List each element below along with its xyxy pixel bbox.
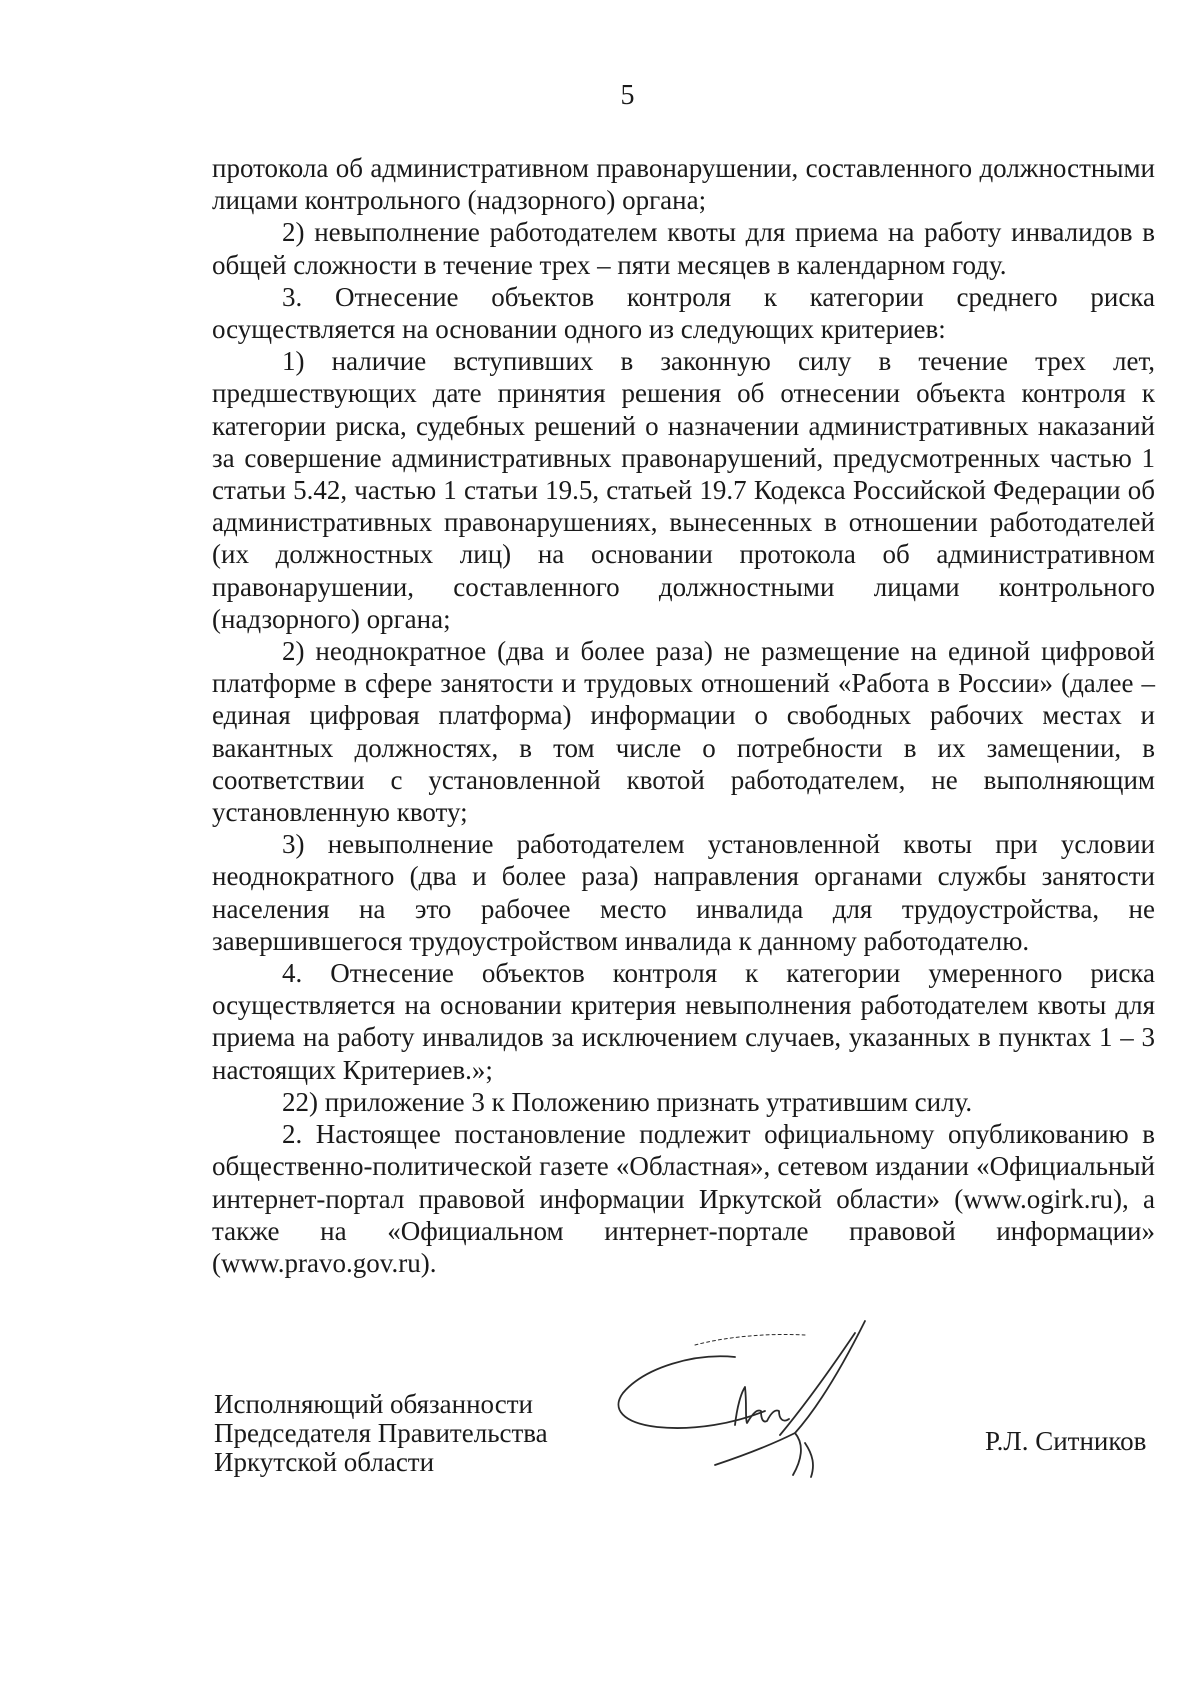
signature-stroke-flourish-2 xyxy=(795,1321,865,1433)
paragraph-6: 3) невыполнение работодателем установленной квоты при условии неоднократного (два и более раза) направления органами службы занятости населения на это рабочее место инвалида для трудоустройства, не завершившегося трудоустройством инвалида к данному работодателю. xyxy=(212,829,1155,956)
signatory-title-line-3: Иркутской области xyxy=(214,1447,435,1477)
paragraph-3: 3. Отнесение объектов контроля к категории среднего риска осуществляется на основании одного из следующих критериев: xyxy=(212,281,1155,345)
paragraph-5: 2) неоднократное (два и более раза) не размещение на единой цифровой платформе в сфере занятости и трудовых отношений «Работа в России» (далее – единая цифровая платформа) информации о свободных рабочих местах и вакантных должностях, в том числе о потребности в их замещении, в соответствии с установленной квотой работодателем, не выполняющим установленную квоту; xyxy=(212,636,1155,828)
signatory-title xyxy=(214,1390,548,1477)
signatory-title-line-2: Председателя Правительства xyxy=(214,1418,548,1448)
signatory-name: Р.Л. Ситников xyxy=(985,1426,1147,1456)
signature-stroke-flourish-1 xyxy=(780,1333,855,1435)
page-number: 5 xyxy=(620,80,635,111)
signature-stroke-flourish-3 xyxy=(715,1433,813,1477)
paragraph-8: 22) приложение 3 к Положению признать утратившим силу. xyxy=(282,1086,973,1117)
paragraph-9: 2. Настоящее постановление подлежит официальному опубликованию в общественно-политической газете «Областная», сетевом издании «Официальный интернет-портал правовой информации Иркутской области» (www.ogirk.ru), а также на «Официальном интернет-портале правовой информации» (www.pravo.gov.ru). xyxy=(212,1119,1155,1278)
paragraph-1: протокола об административном правонарушении, составленного должностными лицами контрольного (надзорного) органа; xyxy=(212,153,1155,216)
paragraph-7: 4. Отнесение объектов контроля к категории умеренного риска осуществляется на основании критерия невыполнения работодателем квоты для приема на работу инвалидов за исключением случаев, указанных в пунктах 1 – 3 настоящих Критериев.»; xyxy=(212,958,1155,1085)
signatory-title-line-1: Исполняющий обязанности xyxy=(214,1389,533,1419)
handwritten-signature xyxy=(615,1315,935,1490)
signature-stroke-top xyxy=(695,1334,805,1345)
paragraph-2: 2) невыполнение работодателем квоты для приема на работу инвалидов в общей сложности в течение трех – пяти месяцев в календарном году. xyxy=(212,217,1155,280)
document-body xyxy=(212,152,1155,1279)
paragraph-4: 1) наличие вступивших в законную силу в течение трех лет, предшествующих дате принятия решения об отнесении объекта контроля к категории риска, судебных решений о назначении административных наказаний за совершение административных правонарушений, предусмотренных частью 1 статьи 5.42, частью 1 статьи 19.5, статьей 19.7 Кодекса Российской Федерации об административных правонарушениях, вынесенных в отношении работодателей (их должностных лиц) на основании протокола об административном правонарушении, составленного должностными лицами контрольного (надзорного) органа; xyxy=(212,346,1155,634)
